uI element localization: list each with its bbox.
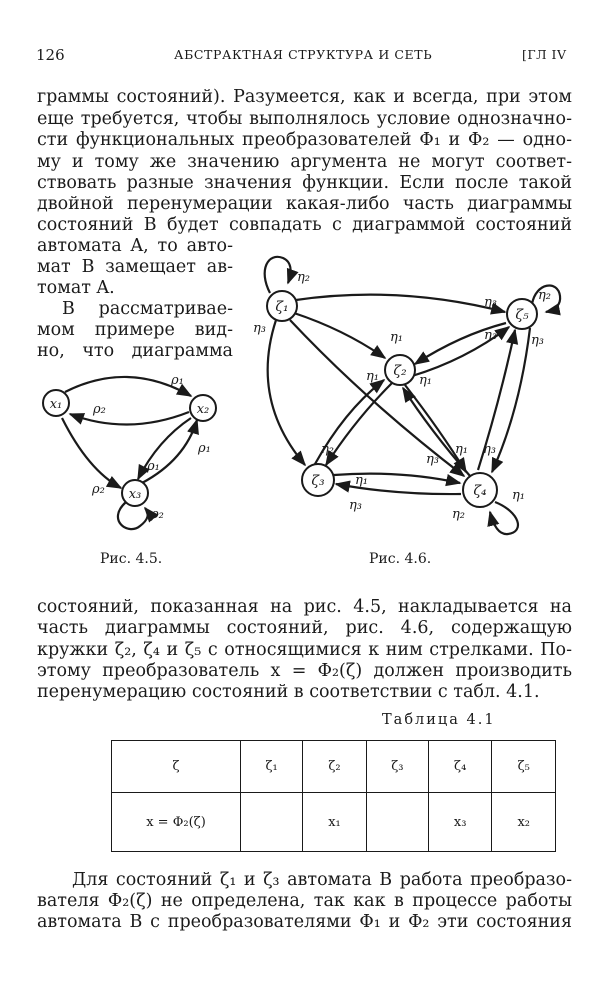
text-line: автомата B с преобразователями Φ₁ и Φ₂ эти состояния bbox=[37, 912, 572, 932]
table-title: Таблица 4.1 bbox=[382, 712, 496, 728]
edge-label: ρ₂ bbox=[151, 507, 164, 522]
page-number: 126 bbox=[36, 46, 65, 64]
edge-label: η₃ bbox=[484, 328, 497, 343]
edge-label: η₃ bbox=[349, 498, 362, 513]
text-line: автомата A, то авто- bbox=[37, 236, 233, 256]
edge-label: η₁ bbox=[390, 330, 403, 345]
edge-z4-self bbox=[490, 502, 518, 534]
edge-label: η₁ bbox=[455, 442, 468, 457]
table-cell: ζ bbox=[112, 741, 241, 793]
edge-label: ρ₁ bbox=[198, 441, 211, 456]
edge-label: ρ₂ bbox=[92, 482, 105, 497]
edge-label: η₃ bbox=[531, 333, 544, 348]
text-line: этому преобразователь x = Φ₂(ζ) должен производить bbox=[37, 661, 572, 681]
text-line: томат A. bbox=[37, 278, 115, 298]
edge-z1-z3 bbox=[268, 320, 305, 465]
table-cell: x = Φ₂(ζ) bbox=[112, 793, 241, 852]
text-line: вателя Φ₂(ζ) не определена, так как в процессе работы bbox=[37, 891, 572, 911]
figure-4-5-caption: Рис. 4.5. bbox=[100, 551, 163, 567]
table-cell bbox=[366, 793, 428, 852]
table-cell: ζ₄ bbox=[428, 741, 492, 793]
table-cell: ζ₂ bbox=[303, 741, 367, 793]
running-title: АБСТРАКТНАЯ СТРУКТУРА И СЕТЬ bbox=[174, 47, 433, 62]
edge-label: η₂ bbox=[297, 270, 310, 285]
text-line: В рассматривае- bbox=[62, 299, 233, 319]
text-line: ствовать разные значения функции. Если после такой bbox=[37, 173, 572, 193]
edge-label: η₂ bbox=[321, 442, 334, 457]
edge-z1-z5 bbox=[296, 295, 505, 312]
edge-label: η₁ bbox=[366, 369, 379, 384]
edge-label: ρ₁ bbox=[171, 373, 184, 388]
node-label: ζ₂ bbox=[393, 363, 407, 379]
text-line: состояний, показанная на рис. 4.5, накладывается на bbox=[37, 597, 572, 617]
edge-label: η₁ bbox=[355, 473, 368, 488]
table-cell bbox=[241, 793, 303, 852]
table-cell: x₁ bbox=[303, 793, 367, 852]
table-cell: x₃ bbox=[428, 793, 492, 852]
text-line: еще требуется, чтобы выполнялось условие однозначно- bbox=[37, 109, 572, 129]
edge-label: η₁ bbox=[512, 488, 525, 503]
text-line: мат B замещает ав- bbox=[37, 257, 233, 277]
text-line: Для состояний ζ₁ и ζ₃ автомата B работа преобразо- bbox=[72, 870, 572, 890]
text-line: сти функциональных преобразователей Φ₁ и Φ₂ — одно- bbox=[37, 130, 572, 150]
edge-label: ρ₂ bbox=[93, 402, 106, 417]
edge-label: η₂ bbox=[452, 507, 465, 522]
edge-label: ρ₁ bbox=[147, 459, 160, 474]
edge-z3-z4 bbox=[334, 474, 460, 483]
edge-z1-z2 bbox=[294, 313, 385, 358]
chapter-marker: [ГЛ IV bbox=[522, 47, 567, 62]
edge-label: η₂ bbox=[538, 288, 551, 303]
node-label: ζ₃ bbox=[311, 473, 325, 489]
text-line: кружки ζ₂, ζ₄ и ζ₅ с относящимися к ним стрелками. По- bbox=[37, 640, 572, 660]
text-line: но, что диаграмма bbox=[37, 341, 233, 361]
table-4-1 bbox=[111, 740, 556, 852]
edge-label: η₃ bbox=[484, 295, 497, 310]
table-row bbox=[112, 793, 556, 852]
node-label: ζ₁ bbox=[275, 299, 289, 315]
text-line: граммы состояний). Разумеется, как и всегда, при этом bbox=[37, 87, 572, 107]
table-cell: ζ₃ bbox=[366, 741, 428, 793]
edge-label: η₃ bbox=[253, 321, 266, 336]
figure-4-6-caption: Рис. 4.6. bbox=[369, 551, 432, 567]
text-line: му и тому же значению аргумента не могут соответ- bbox=[37, 152, 572, 172]
edge-z1-self bbox=[265, 257, 291, 293]
edge-label: η₃ bbox=[426, 452, 439, 467]
edge-label: η₁ bbox=[419, 373, 432, 388]
text-line: состояний B будет совпадать с диаграммой состояний bbox=[37, 215, 572, 235]
text-line: перенумерацию состояний в соответствии с табл. 4.1. bbox=[37, 682, 540, 702]
edge-z2-z3 bbox=[326, 383, 392, 465]
table-header-row bbox=[112, 741, 556, 793]
text-line: мом примере вид- bbox=[37, 320, 233, 340]
text-line: часть диаграммы состояний, рис. 4.6, содержащую bbox=[37, 618, 572, 638]
node-label: x₃ bbox=[128, 487, 142, 502]
node-label: x₂ bbox=[196, 402, 210, 417]
table-cell: ζ₅ bbox=[492, 741, 556, 793]
edge-label: η₃ bbox=[483, 442, 496, 457]
node-label: ζ₄ bbox=[473, 483, 487, 499]
text-line: двойной перенумерации какая-либо часть диаграммы bbox=[37, 194, 572, 214]
table-cell: x₂ bbox=[492, 793, 556, 852]
node-label: ζ₅ bbox=[515, 307, 529, 323]
table-cell: ζ₁ bbox=[241, 741, 303, 793]
node-label: x₁ bbox=[49, 397, 63, 412]
